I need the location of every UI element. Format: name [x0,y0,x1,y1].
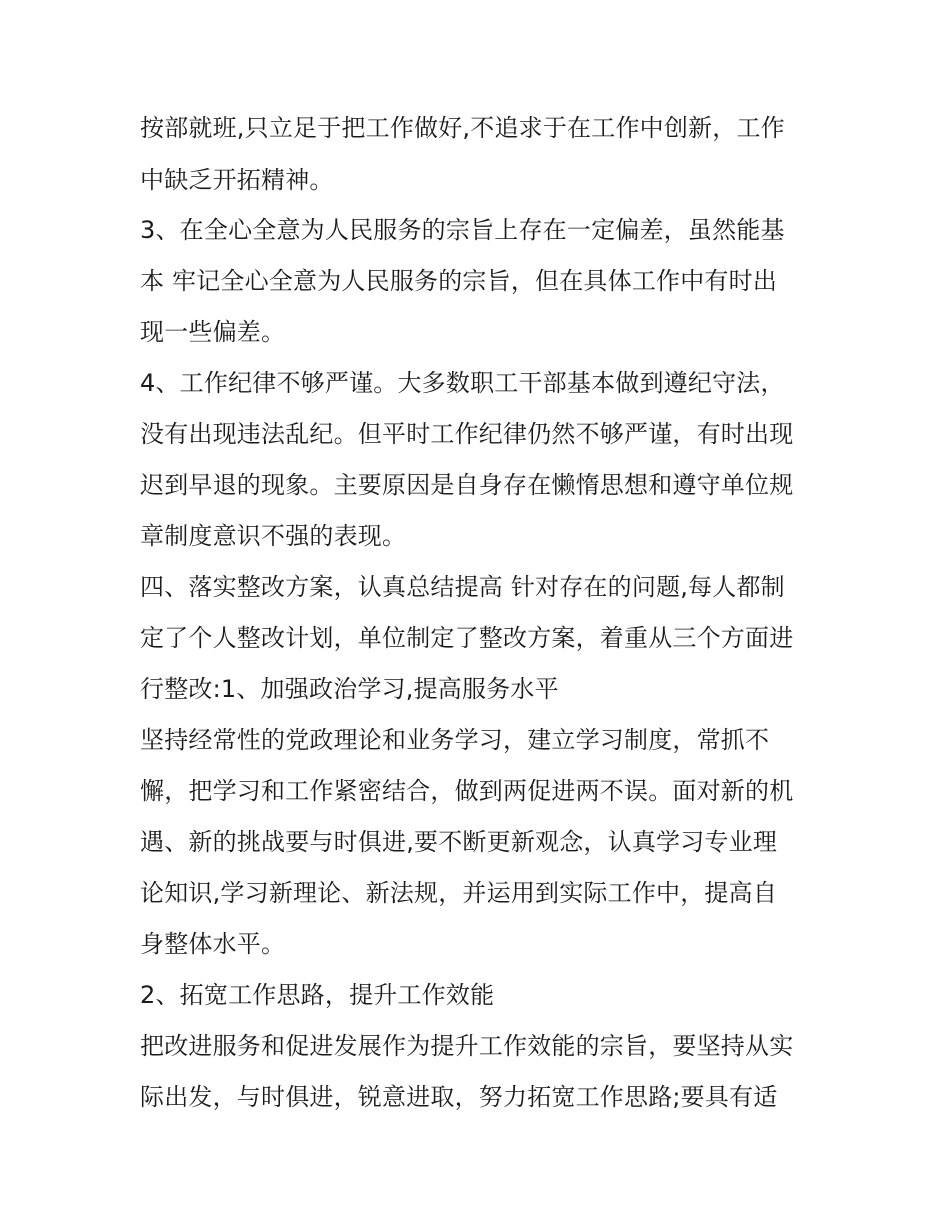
text-line: 遇、新的挑战要与时俱进,要不断更新观念，认真学习专业理 [140,828,778,856]
text-line: 身整体水平。 [140,930,286,958]
text-line: 3、在全心全意为人民服务的宗旨上存在一定偏差，虽然能基 [140,216,785,244]
text-line: 懈，把学习和工作紧密结合，做到两促进两不误。面对新的机 [140,777,794,805]
text-line: 章制度意识不强的表现。 [140,522,407,550]
text-line: 定了个人整改计划，单位制定了整改方案，着重从三个方面进 [140,624,794,652]
text-line: 四、落实整改方案，认真总结提高 针对存在的问题,每人都制 [140,573,785,601]
text-line: 迟到早退的现象。主要原因是自身存在懒惰思想和遵守单位规 [140,471,794,499]
text-line: 中缺乏开拓精神。 [140,166,334,194]
text-line: 4、工作纪律不够严谨。大多数职工干部基本做到遵纪守法， [140,369,785,397]
text-line: 按部就班,只立足于把工作做好,不追求于在工作中创新，工作 [140,114,785,142]
text-line: 坚持经常性的党政理论和业务学习，建立学习制度，常抓不 [140,726,770,754]
text-line: 论知识,学习新理论、新法规，并运用到实际工作中，提高自 [140,879,778,907]
text-line: 没有出现违法乱纪。但平时工作纪律仍然不够严谨，有时出现 [140,420,794,448]
text-line: 现一些偏差。 [140,318,286,346]
text-line: 2、拓宽工作思路，提升工作效能 [140,981,495,1009]
text-line: 本 牢记全心全意为人民服务的宗旨，但在具体工作中有时出 [140,267,778,295]
text-line: 行整改:1、加强政治学习,提高服务水平 [140,675,559,703]
text-line: 际出发，与时俱进，锐意进取，努力拓宽工作思路;要具有适 [140,1083,778,1111]
text-line: 把改进服务和促进发展作为提升工作效能的宗旨，要坚持从实 [140,1032,794,1060]
